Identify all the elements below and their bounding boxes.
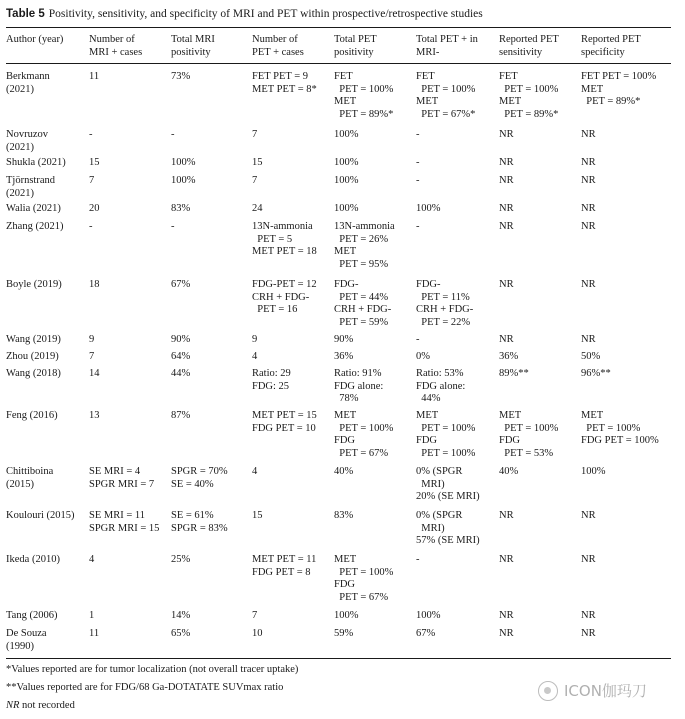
- table-row-author: Chittiboina (2015): [6, 466, 54, 490]
- table-cell: NR: [499, 203, 514, 214]
- table-cell: 67%: [416, 628, 436, 639]
- table-cell: -: [171, 129, 175, 140]
- bottom-rule: [6, 658, 671, 659]
- table-cell: 100%: [416, 203, 441, 214]
- table-cell: NR: [499, 510, 514, 521]
- table-cell: NR: [581, 221, 596, 232]
- column-header: Total MRI positivity: [171, 34, 215, 58]
- table-cell: MET PET = 100% FDG PET = 67%: [334, 410, 394, 459]
- table-cell: 100%: [171, 157, 196, 168]
- table-cell: 20: [89, 203, 100, 214]
- table-cell: NR: [581, 554, 596, 565]
- column-header: Reported PET sensitivity: [499, 34, 559, 58]
- table-cell: FET PET = 100% MET PET = 67%*: [416, 71, 476, 120]
- table-cell: SPGR = 70% SE = 40%: [171, 466, 228, 490]
- table-row-author: Tang (2006): [6, 610, 58, 621]
- table-cell: SE MRI = 11 SPGR MRI = 15: [89, 510, 160, 534]
- table-cell: MET PET = 100% FDG PET = 100%: [581, 410, 659, 446]
- table-cell: 50%: [581, 351, 601, 362]
- footnote-1: *Values reported are for tumor localization (not overall tracer uptake): [6, 664, 299, 675]
- footnote-nr: [6, 700, 75, 711]
- table-cell: 87%: [171, 410, 191, 421]
- table-row-author: Wang (2018): [6, 368, 61, 379]
- table-cell: NR: [499, 610, 514, 621]
- table-cell: FET PET = 9 MET PET = 8*: [252, 71, 317, 95]
- table-cell: NR: [499, 221, 514, 232]
- table-cell: MET PET = 100% FDG PET = 53%: [499, 410, 559, 459]
- table-cell: SE MRI = 4 SPGR MRI = 7: [89, 466, 155, 490]
- table-row-author: De Souza (1990): [6, 628, 47, 652]
- table-caption: [6, 8, 483, 20]
- table-cell: 9: [89, 334, 95, 345]
- table-cell: 100%: [334, 203, 359, 214]
- table-label: Table 5: [6, 8, 45, 20]
- table-cell: 59%: [334, 628, 354, 639]
- table-cell: NR: [499, 554, 514, 565]
- table-cell: 89%**: [499, 368, 529, 379]
- table-cell: 100%: [581, 466, 606, 477]
- table-cell: -: [89, 221, 93, 232]
- column-header: Total PET positivity: [334, 34, 377, 58]
- table-cell: 73%: [171, 71, 191, 82]
- table-cell: MET PET = 100% FDG PET = 67%: [334, 554, 394, 603]
- table-cell: FDG- PET = 11% CRH + FDG- PET = 22%: [416, 279, 474, 328]
- header-rule: [6, 63, 671, 64]
- table-cell: NR: [581, 334, 596, 345]
- table-cell: 90%: [171, 334, 191, 345]
- table-row-author: Zhang (2021): [6, 221, 64, 232]
- table-cell: 9: [252, 334, 258, 345]
- table-cell: NR: [581, 203, 596, 214]
- table-cell: 7: [89, 175, 95, 186]
- table-cell: MET PET = 11 FDG PET = 8: [252, 554, 317, 578]
- table-cell: -: [171, 221, 175, 232]
- table-cell: 25%: [171, 554, 191, 565]
- table-cell: MET PET = 15 FDG PET = 10: [252, 410, 317, 434]
- table-cell: -: [416, 221, 420, 232]
- table-cell: 14: [89, 368, 100, 379]
- table-cell: -: [416, 334, 420, 345]
- table-row-author: Feng (2016): [6, 410, 58, 421]
- table-row-author: Ikeda (2010): [6, 554, 60, 565]
- table-row-author: Zhou (2019): [6, 351, 59, 362]
- table-cell: 100%: [334, 175, 359, 186]
- table-cell: 64%: [171, 351, 191, 362]
- table-cell: -: [416, 554, 420, 565]
- table-cell: FDG- PET = 44% CRH + FDG- PET = 59%: [334, 279, 392, 328]
- table-cell: Ratio: 29 FDG: 25: [252, 368, 291, 392]
- column-header: Number of MRI + cases: [89, 34, 143, 58]
- table-cell: NR: [581, 610, 596, 621]
- table-row-author: Walia (2021): [6, 203, 61, 214]
- table-cell: 90%: [334, 334, 354, 345]
- table-cell: FET PET = 100% MET PET = 89%*: [334, 71, 394, 120]
- table-cell: 100%: [334, 610, 359, 621]
- table-cell: NR: [581, 157, 596, 168]
- nr-abbreviation: NR: [6, 700, 20, 711]
- table-cell: 14%: [171, 610, 191, 621]
- table-cell: 0% (SPGR MRI) 20% (SE MRI): [416, 466, 480, 502]
- column-header: Total PET + in MRI-: [416, 34, 478, 58]
- table-cell: SE = 61% SPGR = 83%: [171, 510, 228, 534]
- watermark-text: ICON伽玛刀: [564, 682, 647, 700]
- table-cell: NR: [499, 628, 514, 639]
- table-cell: 36%: [334, 351, 354, 362]
- table-cell: -: [416, 129, 420, 140]
- table-row-author: Koulouri (2015): [6, 510, 75, 521]
- table-cell: -: [89, 129, 93, 140]
- table-cell: 40%: [499, 466, 519, 477]
- table-cell: 18: [89, 279, 100, 290]
- table-row-author: Shukla (2021): [6, 157, 66, 168]
- table-cell: NR: [581, 175, 596, 186]
- table-cell: Ratio: 53% FDG alone: 44%: [416, 368, 466, 404]
- table-cell: 4: [89, 554, 95, 565]
- table-row-author: Wang (2019): [6, 334, 61, 345]
- table-cell: 0%: [416, 351, 430, 362]
- table-cell: 7: [89, 351, 95, 362]
- table-cell: 15: [252, 157, 263, 168]
- table-cell: 100%: [334, 129, 359, 140]
- table-title: Positivity, sensitivity, and specificity of MRI and PET within prospective/retrospective studies: [48, 8, 483, 20]
- table-cell: NR: [499, 157, 514, 168]
- table-cell: NR: [499, 279, 514, 290]
- table-cell: 40%: [334, 466, 354, 477]
- column-header: Reported PET specificity: [581, 34, 641, 58]
- table-cell: NR: [581, 279, 596, 290]
- wechat-icon: [538, 681, 558, 701]
- footnote-2: **Values reported are for FDG/68 Ga-DOTATATE SUVmax ratio: [6, 682, 284, 693]
- nr-definition: not recorded: [19, 700, 75, 711]
- table-row-author: Boyle (2019): [6, 279, 62, 290]
- table-cell: 4: [252, 351, 258, 362]
- column-header: Author (year): [6, 34, 64, 45]
- table-cell: 100%: [334, 157, 359, 168]
- table-cell: 83%: [171, 203, 191, 214]
- table-cell: FET PET = 100% MET PET = 89%*: [581, 71, 657, 107]
- table-cell: 7: [252, 129, 258, 140]
- table-cell: NR: [581, 628, 596, 639]
- table-cell: 83%: [334, 510, 354, 521]
- table-cell: 7: [252, 610, 258, 621]
- table-cell: 11: [89, 628, 100, 639]
- table-cell: 10: [252, 628, 263, 639]
- table-cell: FET PET = 100% MET PET = 89%*: [499, 71, 559, 120]
- table-cell: 1: [89, 610, 95, 621]
- table-cell: 67%: [171, 279, 191, 290]
- table-cell: NR: [581, 129, 596, 140]
- table-cell: Ratio: 91% FDG alone: 78%: [334, 368, 384, 404]
- table-cell: 100%: [171, 175, 196, 186]
- table-cell: 96%**: [581, 368, 611, 379]
- table-row-author: Novruzov (2021): [6, 129, 48, 153]
- table-cell: NR: [499, 334, 514, 345]
- table-cell: 13: [89, 410, 100, 421]
- table-cell: FDG-PET = 12 CRH + FDG- PET = 16: [252, 279, 317, 315]
- table-row-author: Tjörnstrand (2021): [6, 175, 55, 199]
- table-cell: 0% (SPGR MRI) 57% (SE MRI): [416, 510, 480, 546]
- table-cell: -: [416, 175, 420, 186]
- top-rule: [6, 27, 671, 28]
- table-cell: 4: [252, 466, 258, 477]
- table-cell: -: [416, 157, 420, 168]
- table-cell: 15: [252, 510, 263, 521]
- column-header: Number of PET + cases: [252, 34, 304, 58]
- table-row-author: Berkmann (2021): [6, 71, 50, 95]
- table-cell: NR: [581, 510, 596, 521]
- table-cell: MET PET = 100% FDG PET = 100%: [416, 410, 476, 459]
- table-cell: 11: [89, 71, 100, 82]
- table-cell: 65%: [171, 628, 191, 639]
- table-cell: 13N-ammonia PET = 26% MET PET = 95%: [334, 221, 395, 270]
- table-cell: 36%: [499, 351, 519, 362]
- table-cell: NR: [499, 129, 514, 140]
- table-cell: NR: [499, 175, 514, 186]
- table-cell: 15: [89, 157, 100, 168]
- table-cell: 24: [252, 203, 263, 214]
- table-cell: 44%: [171, 368, 191, 379]
- table-cell: 100%: [416, 610, 441, 621]
- table-cell: 7: [252, 175, 258, 186]
- watermark-logo: [538, 680, 647, 702]
- table-cell: 13N-ammonia PET = 5 MET PET = 18: [252, 221, 317, 257]
